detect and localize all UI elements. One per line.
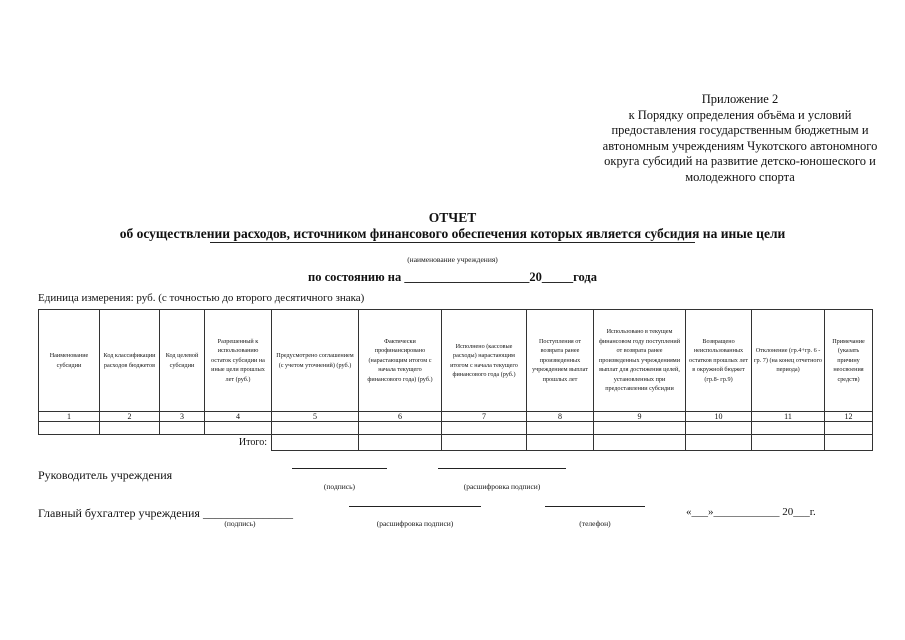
column-number: 7 — [442, 412, 527, 422]
table-header-cell: Использовано в текущем финансовом году поступлений от возврата ранее произведенных учреждениями выплат для достижения целей, установленных при предоставлении субсидии — [594, 310, 686, 412]
table-header-cell: Фактически профинансировано (нарастающим итогом с начала текущего финансового года) (руб.) — [359, 310, 442, 412]
total-cell[interactable] — [442, 435, 527, 451]
column-number: 5 — [272, 412, 359, 422]
accountant-label-text: Главный бухгалтер учреждения — [38, 506, 200, 520]
head-decoding-line[interactable] — [438, 468, 566, 469]
table-cell[interactable] — [825, 422, 873, 435]
as-of-year-prefix: 20 — [529, 270, 542, 284]
appendix-block — [560, 92, 905, 185]
table-header-cell: Примечание (указать причину неосвоения средств) — [825, 310, 873, 412]
table-cell[interactable] — [752, 422, 825, 435]
appendix-line: предоставления государственным бюджетным и — [611, 123, 869, 137]
table-header-cell: Предусмотрено соглашением (с учетом уточнений) (руб.) — [272, 310, 359, 412]
appendix-line: автономным учреждениям Чукотского автономного — [602, 138, 878, 153]
table-header-cell: Код целевой субсидии — [160, 310, 205, 412]
report-table — [38, 309, 873, 451]
column-number: 11 — [752, 412, 825, 422]
table-total-row — [39, 435, 873, 451]
head-label: Руководитель учреждения — [38, 468, 173, 482]
total-cell[interactable] — [272, 435, 359, 451]
table-header-cell: Поступления от возврата ранее произведенных учреждением выплат прошлых лет — [527, 310, 594, 412]
phone-line[interactable] — [545, 506, 645, 507]
phone-caption: (телефон) — [579, 519, 611, 528]
column-number: 2 — [100, 412, 160, 422]
total-label: Итого: — [160, 435, 272, 451]
table-header-cell: Возвращено неиспользованных остатков прошлых лет в окружной бюджет (гр.8- гр.9) — [686, 310, 752, 412]
total-cell[interactable] — [686, 435, 752, 451]
as-of-date — [0, 270, 905, 285]
unit-of-measure: Единица измерения: руб. (с точностью до второго десятичного знака) — [38, 292, 365, 304]
column-number: 4 — [205, 412, 272, 422]
table-cell[interactable] — [160, 422, 205, 435]
total-cell[interactable] — [527, 435, 594, 451]
table-blank-cell — [39, 435, 160, 451]
appendix-line: к Порядку определения объёма и условий — [628, 107, 852, 122]
appendix-line: Приложение 2 — [701, 92, 779, 106]
table-cell[interactable] — [39, 422, 100, 435]
as-of-prefix: по состоянию на — [308, 270, 405, 284]
column-number: 9 — [594, 412, 686, 422]
as-of-suffix: года — [573, 270, 597, 284]
table-header-cell: Разрешенный к использованию остаток субсидии на иные цели прошлых лет (руб.) — [205, 310, 272, 412]
table-header-cell: Код классификации расходов бюджетов — [100, 310, 160, 412]
table-cell[interactable] — [686, 422, 752, 435]
column-number: 10 — [686, 412, 752, 422]
head-decoding-caption: (расшифровка подписи) — [463, 482, 541, 491]
table-cell[interactable] — [205, 422, 272, 435]
column-number: 8 — [527, 412, 594, 422]
table-cell[interactable] — [594, 422, 686, 435]
table-cell[interactable] — [272, 422, 359, 435]
table-number-row — [39, 412, 873, 422]
column-number: 12 — [825, 412, 873, 422]
column-number: 1 — [39, 412, 100, 422]
accountant-signature-caption: (подпись) — [224, 519, 256, 528]
as-of-blank-year[interactable]: _____ — [541, 270, 574, 284]
total-cell[interactable] — [594, 435, 686, 451]
appendix-line: молодежного спорта — [685, 169, 795, 184]
as-of-blank-day[interactable]: ____________________ — [404, 270, 530, 284]
table-header-cell: Наименование субсидии — [39, 310, 100, 412]
table-header-row — [39, 310, 873, 412]
accountant-signature-blank[interactable]: _______________ — [202, 506, 293, 520]
total-cell[interactable] — [825, 435, 873, 451]
institution-caption: (наименование учреждения) — [407, 255, 498, 264]
institution-line[interactable] — [210, 242, 695, 243]
table-header-cell: Исполнено (кассовые расходы) нарастающим итогом с начала текущего финансового года (руб.) — [442, 310, 527, 412]
table-row — [39, 422, 873, 435]
report-title: ОТЧЕТ — [428, 210, 477, 225]
table-cell[interactable] — [442, 422, 527, 435]
table-cell[interactable] — [359, 422, 442, 435]
column-number: 6 — [359, 412, 442, 422]
report-subtitle: об осуществлении расходов, источником финансового обеспечения которых является субсидия на иные цели — [119, 226, 786, 241]
date-field[interactable]: «___»____________ 20___г. — [686, 506, 816, 518]
table-header-cell: Отклонение (гр.4+гр. 6 - гр. 7) (на конец отчетного периода) — [752, 310, 825, 412]
column-number: 3 — [160, 412, 205, 422]
appendix-line: округа субсидий на развитие детско-юношеского и — [604, 154, 876, 168]
table-cell[interactable] — [527, 422, 594, 435]
head-signature-caption: (подпись) — [323, 482, 356, 491]
head-signature-line[interactable] — [292, 468, 387, 469]
total-cell[interactable] — [752, 435, 825, 451]
table-cell[interactable] — [100, 422, 160, 435]
total-cell[interactable] — [359, 435, 442, 451]
accountant-decoding-caption: (расшифровка подписи) — [376, 519, 454, 528]
accountant-decoding-line[interactable] — [349, 506, 481, 507]
